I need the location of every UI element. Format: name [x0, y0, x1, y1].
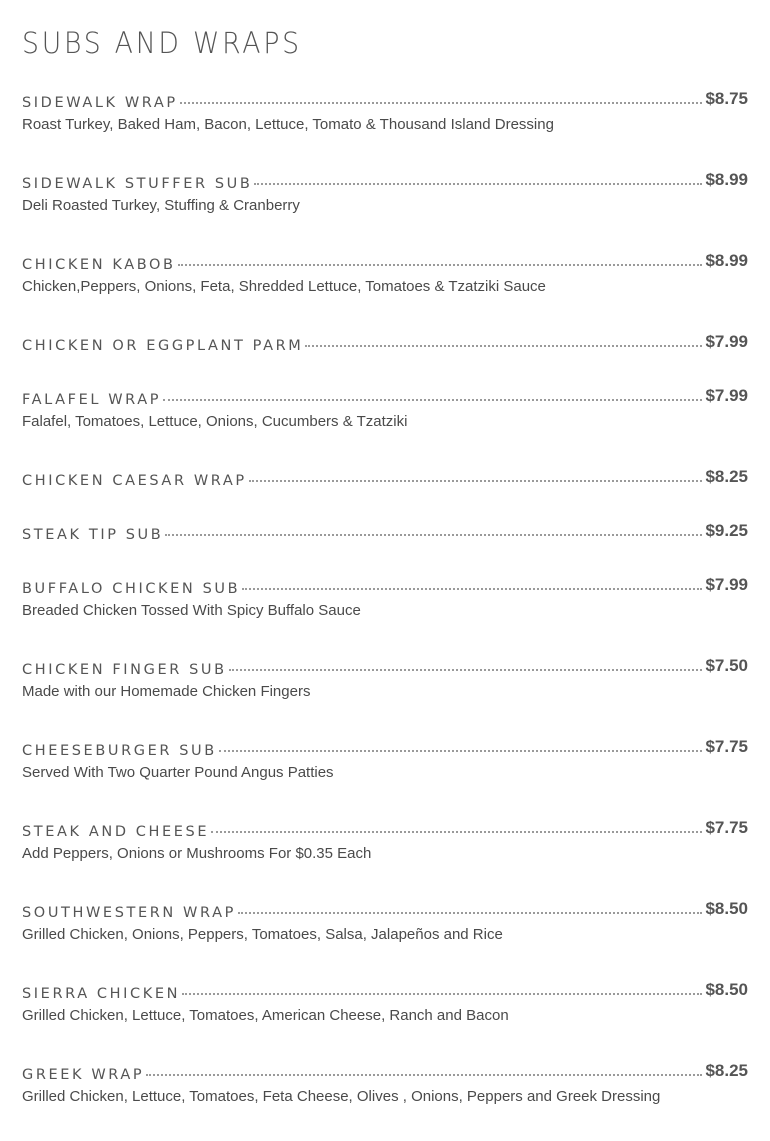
menu-item	[22, 467, 748, 490]
menu-item	[22, 818, 748, 862]
menu-item-description: Served With Two Quarter Pound Angus Patties	[22, 764, 334, 781]
menu-item-name: SOUTHWESTERN WRAP	[22, 905, 236, 921]
menu-item-name: CHICKEN FINGER SUB	[22, 662, 227, 678]
menu-item-name: GREEK WRAP	[22, 1067, 145, 1083]
menu-item-description: Roast Turkey, Baked Ham, Bacon, Lettuce, Tomato & Thousand Island Dressing	[22, 116, 554, 133]
menu-item-price: $7.75	[705, 737, 748, 756]
menu-title: SUBS AND WRAPS	[22, 26, 302, 60]
menu-item	[22, 251, 748, 295]
menu-item-price: $9.25	[705, 521, 748, 540]
dot-leader	[219, 750, 703, 752]
menu-item-name: SIDEWALK WRAP	[22, 95, 178, 111]
menu-item-name: SIDEWALK STUFFER SUB	[22, 176, 253, 192]
menu-item-description: Chicken,Peppers, Onions, Feta, Shredded Lettuce, Tomatoes & Tzatziki Sauce	[22, 278, 546, 295]
menu-item-name: FALAFEL WRAP	[22, 392, 162, 408]
menu-item-price: $8.25	[705, 467, 748, 486]
menu-item	[22, 656, 748, 700]
menu-item-row	[22, 332, 748, 355]
dot-leader	[146, 1074, 702, 1076]
menu-item-name: SIERRA CHICKEN	[22, 986, 181, 1002]
dot-leader	[165, 534, 702, 536]
menu-item-row	[22, 575, 748, 598]
dot-leader	[249, 480, 703, 482]
menu-item-name: STEAK TIP SUB	[22, 527, 164, 543]
menu-item-description: Falafel, Tomatoes, Lettuce, Onions, Cucumbers & Tzatziki	[22, 413, 408, 430]
menu-item-price: $8.99	[705, 251, 748, 270]
menu-item-price: $8.50	[705, 899, 748, 918]
menu-item-row	[22, 521, 748, 544]
menu-item-price: $8.75	[705, 89, 748, 108]
menu-item-price: $7.99	[705, 575, 748, 594]
dot-leader	[242, 588, 702, 590]
menu-item	[22, 170, 748, 214]
menu-item	[22, 332, 748, 355]
menu-item-description: Breaded Chicken Tossed With Spicy Buffalo Sauce	[22, 602, 361, 619]
menu-item	[22, 89, 748, 133]
menu-item-description: Grilled Chicken, Onions, Peppers, Tomatoes, Salsa, Jalapeños and Rice	[22, 926, 503, 943]
menu-item	[22, 899, 748, 943]
menu-item-row	[22, 1061, 748, 1084]
dot-leader	[180, 102, 703, 104]
menu-item-price: $7.50	[705, 656, 748, 675]
menu-item-name: CHICKEN OR EGGPLANT PARM	[22, 338, 304, 354]
menu-item-description: Deli Roasted Turkey, Stuffing & Cranberry	[22, 197, 300, 214]
menu-item	[22, 575, 748, 619]
dot-leader	[305, 345, 702, 347]
menu-item-row	[22, 656, 748, 679]
menu-item-name: STEAK AND CHEESE	[22, 824, 210, 840]
dot-leader	[178, 264, 703, 266]
menu-item	[22, 980, 748, 1024]
menu-item-price: $8.25	[705, 1061, 748, 1080]
menu-item-row	[22, 251, 748, 274]
menu-item-row	[22, 737, 748, 760]
menu-item-price: $7.99	[705, 332, 748, 351]
menu-item-name: CHEESEBURGER SUB	[22, 743, 217, 759]
menu-item-description: Grilled Chicken, Lettuce, Tomatoes, Feta Cheese, Olives , Onions, Peppers and Greek Dressing	[22, 1088, 661, 1105]
menu-item-description: Grilled Chicken, Lettuce, Tomatoes, American Cheese, Ranch and Bacon	[22, 1007, 509, 1024]
menu-item-row	[22, 89, 748, 112]
dot-leader	[238, 912, 703, 914]
menu-item-row	[22, 386, 748, 409]
menu-item-row	[22, 899, 748, 922]
dot-leader	[182, 993, 702, 995]
menu-item-price: $8.50	[705, 980, 748, 999]
menu-item-name: CHICKEN KABOB	[22, 257, 176, 273]
menu-item-row	[22, 818, 748, 841]
menu-item	[22, 737, 748, 781]
menu-item	[22, 386, 748, 430]
dot-leader	[254, 183, 702, 185]
menu-item	[22, 521, 748, 544]
menu-item-description: Add Peppers, Onions or Mushrooms For $0.35 Each	[22, 845, 372, 862]
menu-item-row	[22, 980, 748, 1003]
menu-item-row	[22, 467, 748, 490]
menu-item-price: $8.99	[705, 170, 748, 189]
dot-leader	[229, 669, 703, 671]
dot-leader	[163, 399, 702, 401]
menu-item-description: Made with our Homemade Chicken Fingers	[22, 683, 311, 700]
menu-item-price: $7.75	[705, 818, 748, 837]
menu-item-name: BUFFALO CHICKEN SUB	[22, 581, 241, 597]
menu-item-price: $7.99	[705, 386, 748, 405]
menu-item-row	[22, 170, 748, 193]
menu-item-name: CHICKEN CAESAR WRAP	[22, 473, 247, 489]
dot-leader	[211, 831, 702, 833]
menu-item	[22, 1061, 748, 1105]
